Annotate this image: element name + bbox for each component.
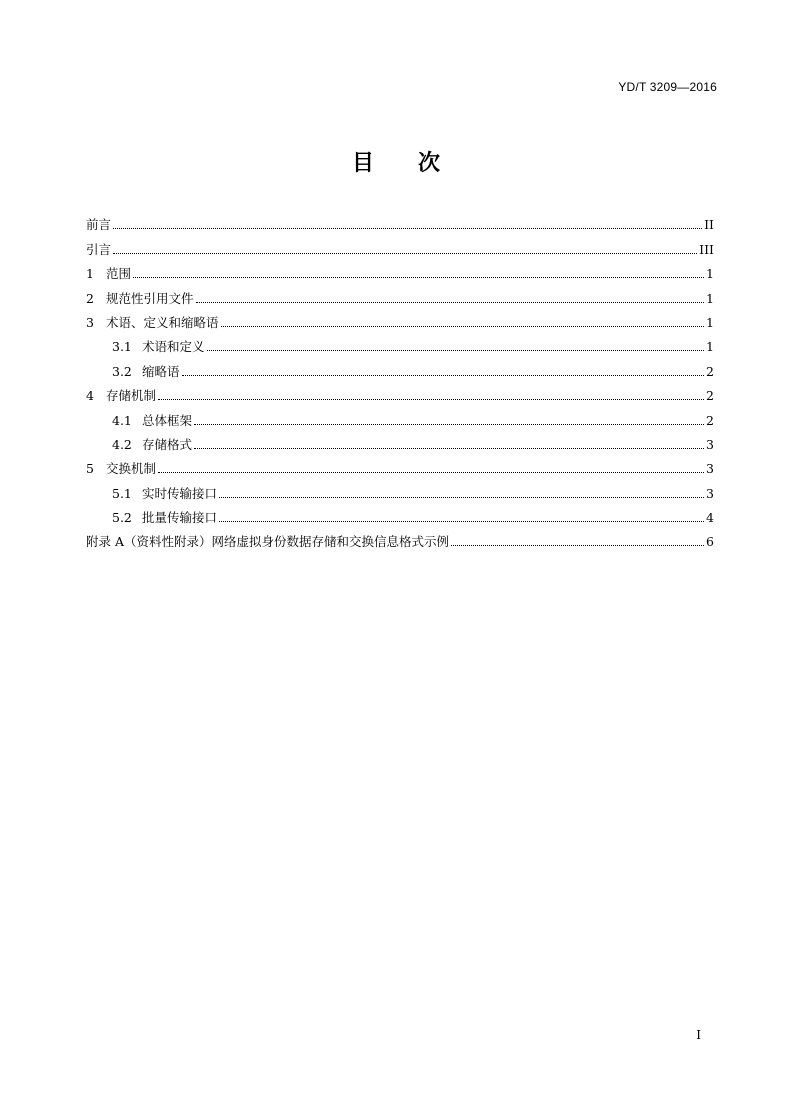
toc-entry-text: 附录 A（资料性附录）网络虚拟身份数据存储和交换信息格式示例	[86, 534, 450, 550]
toc-entry-page: III	[699, 241, 714, 257]
toc-entry-5-1[interactable]	[86, 477, 714, 501]
toc-entry-text: 术语、定义和缩略语	[106, 314, 219, 330]
toc-dot-leader	[207, 349, 705, 351]
toc-entry-text: 存储格式	[142, 436, 193, 452]
toc-title-part1: 目	[351, 151, 374, 176]
toc-dot-leader	[182, 374, 705, 376]
toc-entry-4-2[interactable]	[86, 429, 714, 453]
toc-entry-number: 5.2	[112, 510, 132, 526]
toc-entry-page: 2	[706, 412, 714, 428]
toc-entry-text: 缩略语	[142, 363, 180, 379]
toc-entry-number: 1	[86, 266, 94, 282]
toc-entry-text: 总体框架	[142, 412, 193, 428]
toc-entry-1[interactable]	[86, 258, 714, 282]
toc-entry-page: 1	[706, 290, 714, 306]
toc-entry-foreword[interactable]	[86, 209, 714, 233]
toc-entry-text: 规范性引用文件	[106, 290, 194, 306]
toc-dot-leader	[221, 325, 705, 327]
toc-dot-leader	[133, 276, 704, 278]
toc-entry-3-1[interactable]	[86, 331, 714, 355]
toc-entry-4-1[interactable]	[86, 404, 714, 428]
toc-entry-5-2[interactable]	[86, 502, 714, 526]
toc-dot-leader	[194, 423, 704, 425]
toc-entry-number: 3	[86, 314, 94, 330]
toc-entry-introduction[interactable]	[86, 233, 714, 257]
toc-dot-leader	[219, 520, 704, 522]
toc-entry-3[interactable]	[86, 307, 714, 331]
toc-entry-text: 交换机制	[106, 461, 157, 477]
toc-dot-leader	[451, 544, 704, 546]
toc-entry-page: 2	[706, 388, 714, 404]
toc-entry-number: 4	[86, 388, 94, 404]
toc-entry-page: II	[704, 217, 714, 233]
toc-entry-text: 术语和定义	[142, 339, 205, 355]
toc-entry-number: 3.1	[112, 339, 132, 355]
toc-dot-leader	[219, 496, 704, 498]
toc-entry-page: 3	[706, 485, 714, 501]
toc-entry-number: 2	[86, 290, 94, 306]
toc-entry-page: 1	[706, 339, 714, 355]
toc-entry-number: 4.1	[112, 412, 132, 428]
toc-entry-text: 批量传输接口	[142, 510, 218, 526]
toc-entry-page: 1	[706, 266, 714, 282]
toc-entry-text: 存储机制	[106, 388, 157, 404]
toc-entry-page: 6	[706, 534, 714, 550]
toc-entry-appendix-a[interactable]	[86, 526, 714, 550]
toc-entry-3-2[interactable]	[86, 355, 714, 379]
toc-entry-number: 3.2	[112, 363, 132, 379]
table-of-contents	[86, 209, 714, 550]
toc-entry-text: 引言	[86, 241, 112, 257]
toc-entry-number: 5.1	[112, 485, 132, 501]
toc-dot-leader	[158, 471, 704, 473]
toc-entry-2[interactable]	[86, 282, 714, 306]
toc-dot-leader	[194, 447, 704, 449]
toc-entry-number: 4.2	[112, 436, 132, 452]
toc-entry-page: 3	[706, 436, 714, 452]
toc-entry-text: 前言	[86, 217, 112, 233]
toc-entry-page: 3	[706, 461, 714, 477]
toc-title-part2: 次	[418, 151, 441, 176]
toc-entry-page: 4	[706, 510, 714, 526]
toc-entry-page: 1	[706, 314, 714, 330]
toc-entry-text: 范围	[106, 266, 132, 282]
toc-dot-leader	[113, 252, 697, 254]
toc-dot-leader	[113, 227, 702, 229]
toc-title	[0, 146, 792, 177]
toc-entry-page: 2	[706, 363, 714, 379]
document-code: YD/T 3209—2016	[618, 80, 717, 94]
toc-dot-leader	[158, 398, 704, 400]
toc-entry-4[interactable]	[86, 380, 714, 404]
toc-entry-5[interactable]	[86, 453, 714, 477]
toc-entry-text: 实时传输接口	[142, 485, 218, 501]
toc-entry-number: 5	[86, 461, 94, 477]
page-number: I	[696, 1028, 701, 1042]
toc-dot-leader	[196, 301, 705, 303]
